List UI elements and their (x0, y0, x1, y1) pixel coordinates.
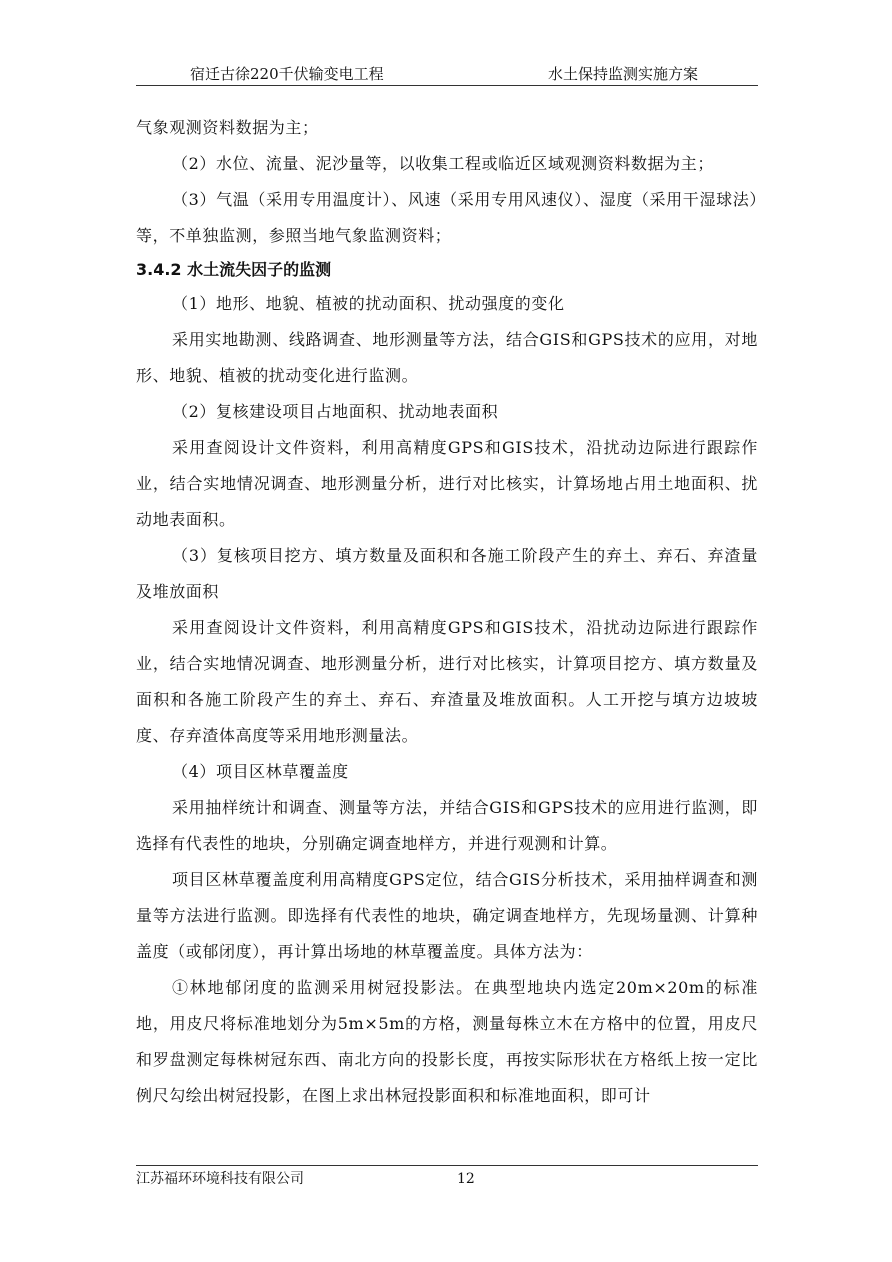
paragraph: 采用抽样统计和调查、测量等方法，并结合GIS和GPS技术的应用进行监测，即选择有代表性的地块，分别确定调查地样方，并进行观测和计算。 (136, 798, 758, 853)
paragraph: 项目区林草覆盖度利用高精度GPS定位，结合GIS分析技术，采用抽样调查和测量等方法进行监测。即选择有代表性的地块，确定调查地样方，先现场量测、计算种盖度（或郁闭度），再计算出场地的林草覆盖度。具体方法为： (136, 870, 758, 961)
subsection-item-1: （1）地形、地貌、植被的扰动面积、扰动强度的变化 (172, 294, 565, 313)
footer-company: 江苏福环环境科技有限公司 (136, 1171, 304, 1187)
subsection-item-2: （2）复核建设项目占地面积、扰动地表面积 (172, 402, 499, 421)
paragraph: 采用查阅设计文件资料，利用高精度GPS和GIS技术，沿扰动边际进行跟踪作业，结合实地情况调查、地形测量分析，进行对比核实，计算场地占用土地面积、扰动地表面积。 (136, 438, 758, 529)
paragraph: 采用实地勘测、线路调查、地形测量等方法，结合GIS和GPS技术的应用，对地形、地貌、植被的扰动变化进行监测。 (136, 330, 758, 385)
header-divider (136, 85, 758, 86)
subsection-item-4: （4）项目区林草覆盖度 (172, 762, 349, 781)
paragraph: ①林地郁闭度的监测采用树冠投影法。在典型地块内选定20m×20m的标准地，用皮尺将标准地划分为5m×5m的方格，测量每株立木在方格中的位置，用皮尺和罗盘测定每株树冠东西、南北方向的投影长度，再按实际形状在方格纸上按一定比例尺勾绘出树冠投影，在图上求出林冠投影面积和标准地面积，即可计 (136, 978, 758, 1105)
list-item-2: （2）水位、流量、泥沙量等，以收集工程或临近区域观测资料数据为主； (172, 154, 714, 173)
footer-divider (136, 1165, 758, 1166)
paragraph: 采用查阅设计文件资料，利用高精度GPS和GIS技术，沿扰动边际进行跟踪作业，结合实地情况调查、地形测量分析，进行对比核实，计算项目挖方、填方数量及面积和各施工阶段产生的弃土、弃石、弃渣量及堆放面积。人工开挖与填方边坡坡度、存弃渣体高度等采用地形测量法。 (136, 618, 758, 745)
section-heading: 3.4.2 水土流失因子的监测 (136, 260, 332, 279)
subsection-item-3: （3）复核项目挖方、填方数量及面积和各施工阶段产生的弃土、弃石、弃渣量及堆放面积 (136, 546, 758, 601)
header-document-title: 水土保持监测实施方案 (548, 65, 699, 83)
paragraph-continued: 气象观测资料数据为主； (136, 118, 319, 137)
page-body (136, 110, 758, 1114)
list-item-3: （3）气温（采用专用温度计）、风速（采用专用风速仪）、湿度（采用干湿球法）等，不单独监测，参照当地气象监测资料； (136, 190, 758, 245)
header-project-title: 宿迁古徐220千伏输变电工程 (190, 65, 384, 83)
page-number: 12 (457, 1171, 475, 1187)
